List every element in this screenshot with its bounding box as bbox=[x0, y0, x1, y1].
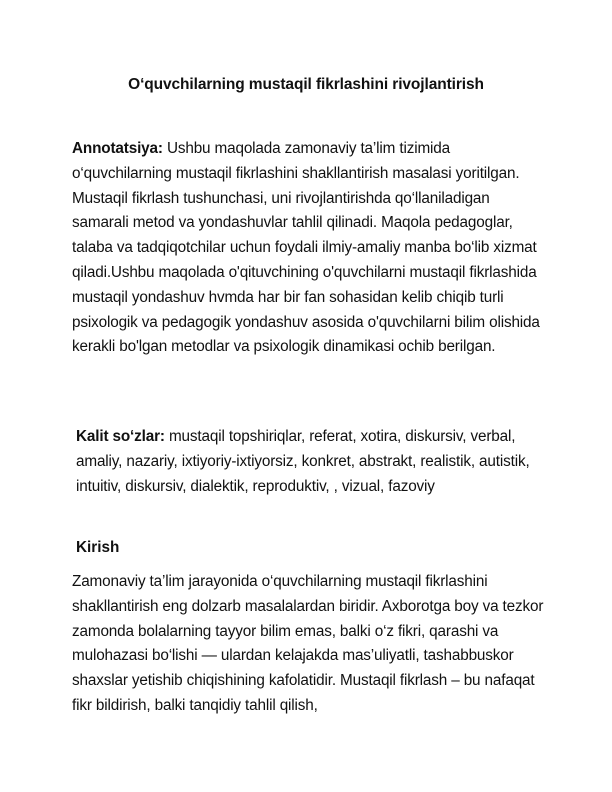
intro-heading: Kirish bbox=[76, 539, 120, 556]
annotation-label: Annotatsiya: bbox=[72, 140, 163, 157]
keywords-paragraph bbox=[76, 425, 544, 499]
document-title: O‘quvchilarning mustaqil fikrlashini rivojlantirish bbox=[128, 76, 484, 93]
keywords-text: mustaqil topshiriqlar, referat, xotira, diskursiv, verbal, amaliy, nazariy, ixtiyoriy-ixtiyorsiz, konkret, abstrakt, realistik, autistik, intuitiv, diskursiv, dialektik, reproduktiv, , vizual, fazoviy bbox=[76, 428, 530, 495]
annotation-paragraph bbox=[72, 137, 544, 360]
keywords-label: Kalit so‘zlar: bbox=[76, 428, 165, 445]
annotation-text: Ushbu maqolada zamonaviy ta’lim tizimida o‘quvchilarning mustaqil fikrlashini shakllantirish masalasi yoritilgan. Mustaqil fikrlash tushunchasi, uni rivojlantirishda qo‘llaniladigan samarali metod va yondashuvlar tahlil qilinadi. Maqola pedagoglar, talaba va tadqiqotchilar uchun foydali ilmiy-amaliy manba bo‘lib xizmat qiladi.Ushbu maqolada o'qituvchining o'quvchilarni mustaqil fikrlashida mustaqil yondashuv hvmda har bir fan sohasidan kelib chiqib turli psixologik va pedagogik yondashuv asosida o'quvchilarni bilim olishida kerakli bo'lgan metodlar va psixologik dinamikasi ochib berilgan. bbox=[72, 140, 540, 356]
intro-paragraph: Zamonaviy ta’lim jarayonida o‘quvchilarning mustaqil fikrlashini shakllantirish eng dolzarb masalalardan biridir. Axborotga boy va tezkor zamonda bolalarning tayyor bilim emas, balki o‘z fikri, qarashi va mulohazasi bo‘lishi — ulardan kelajakda mas’uliyatli, tashabbuskor shaxslar yetishib chiqishining kafolatidir. Mustaqil fikrlash – bu nafaqat fikr bildirish, balki tanqidiy tahlil qilish, bbox=[72, 573, 544, 714]
